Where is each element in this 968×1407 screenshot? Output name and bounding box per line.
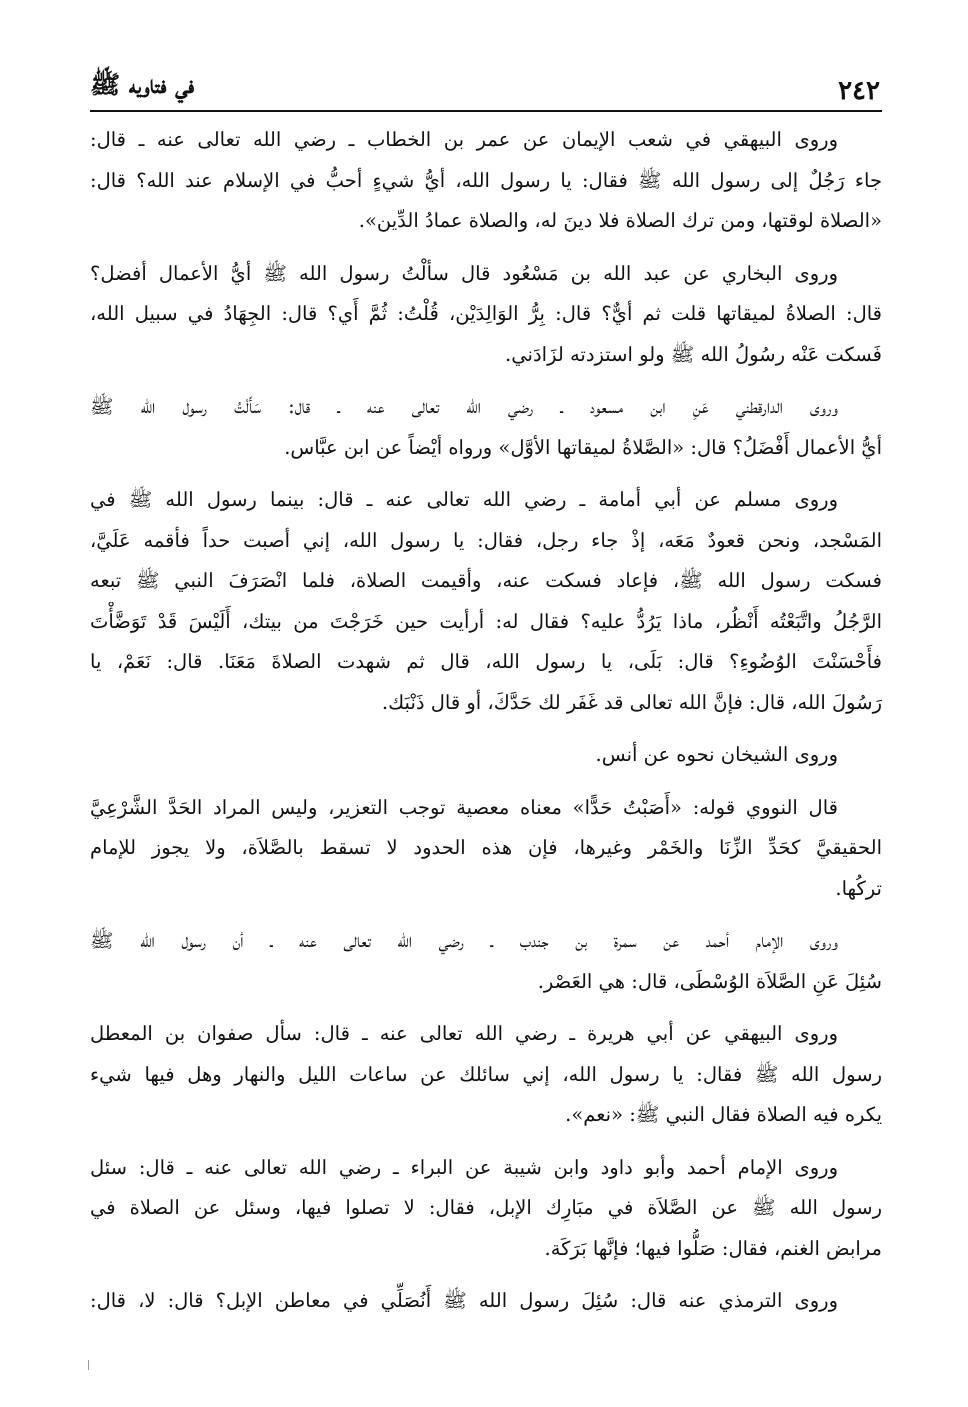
- header-rule: [90, 110, 882, 112]
- text-line: وروى الإمام أحمد عن سمرة بن جندب ـ رضي الله تعالى عنه ـ أن رسول الله ﷺ: [90, 929, 838, 952]
- paragraph-nawawi: [90, 788, 882, 910]
- text-line: جاء رَجُلٌ إلى رسول الله ﷺ فقال: يا رسول الله، أيُّ شيءٍ أحبُّ في الإسلام عند الله؟ قال:: [90, 168, 882, 192]
- print-speck: [88, 1360, 89, 1370]
- text-line: وروى الدارقطني عَنِ ابن مسعود ـ رضي الله تعالى عنه ـ قال: سَأَلْتُ رسول الله ﷺ: [90, 395, 838, 418]
- text-line: قال النووي قوله: «أَصَبْتُ حَدًّا» معناه معصية توجب التعزير، وليس المراد الحَدَّ الشَّرْعِيَّ: [90, 795, 838, 819]
- text-line: تركُها.: [835, 876, 882, 900]
- paragraph-bayhaqi-abu-hurayra: [90, 1014, 882, 1136]
- text-line: وروى البخاري عن عبد الله بن مَسْعُود قال سألْتُ رسول الله ﷺ أيُّ الأعمال أفضل؟: [90, 261, 838, 285]
- paragraph-tirmidhi: [90, 1281, 882, 1322]
- text-line: فسكت رسول الله ﷺ، فإعاد فسكت عنه، وأقيمت الصلاة، فلما انْصَرَفَ النبي ﷺ تبعه: [90, 569, 882, 592]
- text-line: وروى الشيخان نحوه عن أنس.: [595, 743, 838, 766]
- text-line: سُئِلَ عَنِ الصَّلاَة الوُسْطَى، قال: هي العَصْر.: [537, 969, 882, 993]
- text-line: وروى البيهقي عن أبي هريرة ـ رضي الله تعالى عنه ـ قال: سأل صفوان بن المعطل: [90, 1022, 838, 1045]
- text-line: فَسكت عَنْه رسُولُ الله ﷺ ولو استزدته لزَادَني.: [505, 342, 882, 366]
- running-title: في فتاويه ﷺ: [90, 70, 195, 99]
- text-line: وروى البيهقي في شعب الإيمان عن عمر بن الخطاب ـ رضي الله تعالى عنه ـ قال:: [90, 128, 838, 151]
- paragraph-bayhaqi-umar: [90, 120, 882, 242]
- paragraph-shaykhan: [90, 735, 882, 776]
- text-line: الحقيقيَّ كحَدِّ الزِّنَا والخَمْر وغيرها، فإن هذه الحدود لا تسقط بالصَّلاَة، ولا يجوز للإمام: [90, 836, 882, 859]
- text-line: مرابض الغنم، فقال: صَلُّوا فيها؛ فإنَّها بَرَكَة.: [544, 1236, 882, 1260]
- text-line: المَسْجد، ونحن قعودٌ مَعَه، إذْ جاء رجل، فقال: يا رسول الله، إني أصبت حداً فأقمه عَلَيَّ،: [90, 528, 882, 552]
- page-number: ٢٤٢: [838, 76, 880, 106]
- text-line: الرَّجُلُ واتَّبَعْتُه أَنْظُر، ماذا يَرُدُّ عليه؟ فقال له: أرأيت حين خَرَجْتَ من بيتك، أَلَيْسَ قَدْ تَوَضَّأْتَ: [90, 609, 882, 633]
- paragraph-bukhari: [90, 254, 882, 376]
- text-line: وروى مسلم عن أبي أمامة ـ رضي الله تعالى عنه ـ قال: بينما رسول الله ﷺ في: [90, 488, 838, 511]
- text-line: أيُّ الأعمال أَفْضَلُ؟ قال: «الصَّلاةُ لميقاتها الأوَّل» ورواه أيْضاً عن ابن عبَّاس.: [284, 435, 882, 459]
- text-line: وروى الإمام أحمد وأبو داود وابن شيبة عن البراء ـ رضي الله تعالى عنه ـ قال: سئل: [90, 1155, 838, 1179]
- body-text: [90, 120, 882, 1334]
- running-header: [90, 62, 880, 106]
- text-line: يكره فيه الصلاة فقال النبي ﷺ: «نعم».: [565, 1103, 882, 1126]
- paragraph-daraqutni: [90, 387, 882, 468]
- text-line: رَسُولَ الله، قال: فإنَّ الله تعالى قد غَفَر لك حَدَّكَ، أو قال ذَنْبَك.: [381, 690, 882, 714]
- paragraph-ahmad-samura: [90, 921, 882, 1002]
- text-line: وروى الترمذي عنه قال: سُئِلَ رسول الله ﷺ أَنُصَلِّي في معاطن الإبل؟ قال: لا، قال:: [90, 1289, 838, 1312]
- text-line: رسول الله ﷺ فقال: يا رسول الله، إني سائلك عن ساعات الليل والنهار وهل فيها شيء: [90, 1062, 882, 1086]
- paragraph-muslim: [90, 480, 882, 723]
- paragraph-ahmad-bara: [90, 1148, 882, 1270]
- text-line: «الصلاة لوقتها، ومن ترك الصلاة فلا دينَ له، والصلاة عمادُ الدِّين».: [358, 209, 882, 232]
- text-line: رسول الله ﷺ عن الصَّلاَة في مبَارِك الإبل، فقال: لا تصلوا فيها، وسئل عن الصلاة في: [90, 1196, 882, 1219]
- text-line: فأَحْسَنْتَ الوُضُوءِ؟ قال: بَلَى، يا رسول الله، قال ثم شهدت الصلاةَ مَعَنَا. قال: نَعَمْ، يا: [90, 650, 882, 673]
- text-line: قال: الصلاةُ لميقاتها قلت ثم أيٌّ؟ قال: بِرُّ الوَالِدَيْن، قُلْتُ: ثُمَّ أَي؟ قال: الجِهَادُ في سبيل الله،: [90, 302, 882, 325]
